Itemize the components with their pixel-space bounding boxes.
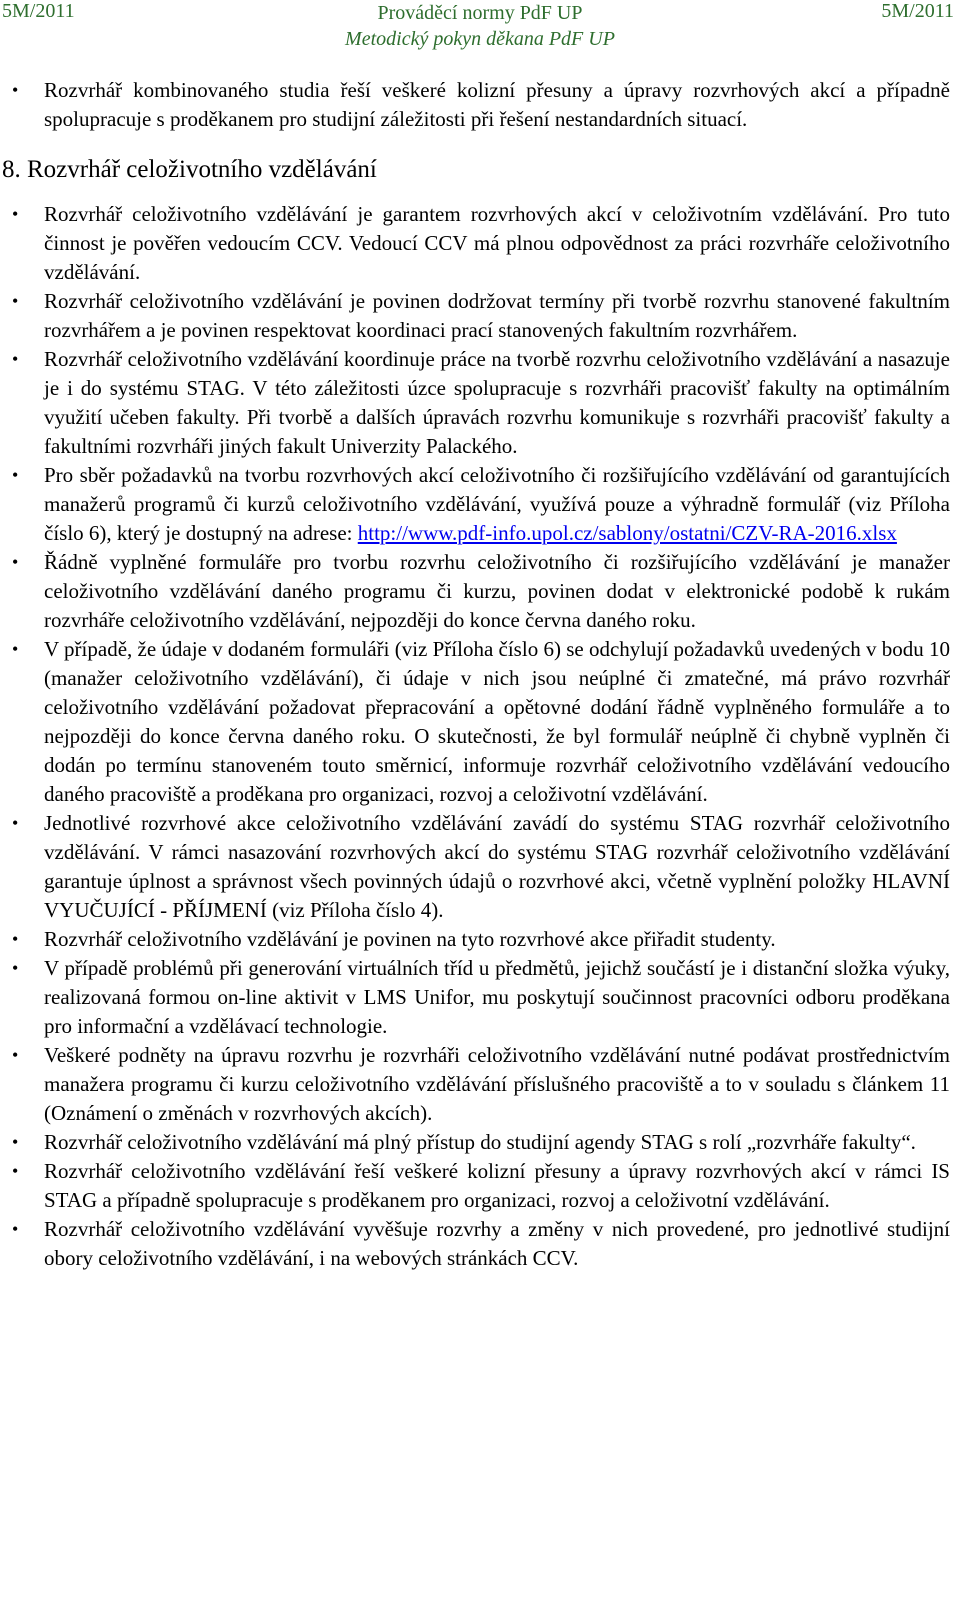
section-heading: 8. Rozvrhář celoživotního vzdělávání (2, 156, 377, 183)
list-item (0, 1215, 960, 1273)
bullet-icon: • (12, 80, 19, 100)
header-center (0, 0, 960, 52)
list-item (0, 461, 960, 548)
list-item (0, 548, 960, 635)
list-item (0, 200, 960, 287)
list-item-text: Rozvrhář celoživotního vzdělávání je povinen na tyto rozvrhové akce přiřadit studenty. (44, 927, 776, 951)
list-item-text: Pro sběr požadavků na tvorbu rozvrhových akcí celoživotního či rozšiřujícího vzdělávání od garantujících manažerů programů či kurzů celoživotního vzdělávání, využívá pouze a výhradně formulář (viz Příloha číslo 6), který je dostupný na adrese: (44, 463, 950, 545)
intro-bullet-list (0, 76, 960, 134)
header-subtitle: Metodický pokyn děkana PdF UP (345, 28, 615, 50)
form-download-link[interactable]: http://www.pdf-info.upol.cz/sablony/ostatni/CZV-RA-2016.xlsx (357, 521, 897, 545)
list-item (0, 635, 960, 809)
bullet-icon: • (12, 552, 19, 572)
list-item (0, 1157, 960, 1215)
list-item-text: Rozvrhář kombinovaného studia řeší veškeré kolizní přesuny a úpravy rozvrhových akcí a případně spolupracuje s proděkanem pro studijní záležitosti při řešení nestandardních situací. (44, 78, 950, 131)
list-item-text: Veškeré podněty na úpravu rozvrhu je rozvrháři celoživotního vzdělávání nutné podávat prostřednictvím manažera programu či kurzu celoživotního vzdělávání příslušného pracoviště a to v souladu s článkem 11 (Oznámení o změnách v rozvrhových akcích). (44, 1043, 950, 1125)
bullet-icon: • (12, 958, 19, 978)
list-item (0, 925, 960, 954)
bullet-icon: • (12, 639, 19, 659)
bullet-icon: • (12, 204, 19, 224)
page-content (0, 76, 960, 1273)
bullet-icon: • (12, 1045, 19, 1065)
bullet-icon: • (12, 813, 19, 833)
bullet-icon: • (12, 349, 19, 369)
list-item-text: Rozvrhář celoživotního vzdělávání je povinen dodržovat termíny při tvorbě rozvrhu stanovené fakultním rozvrhářem a je povinen respektovat koordinaci prací stanovených fakultním rozvrhářem. (44, 289, 950, 342)
list-item-text: Rozvrhář celoživotního vzdělávání je garantem rozvrhových akcí v celoživotním vzdělávání. Pro tuto činnost je pověřen vedoucím CCV. Vedoucí CCV má plnou odpovědnost za práci rozvrháře celoživotního vzdělávání. (44, 202, 950, 284)
list-item (0, 809, 960, 925)
bullet-icon: • (12, 465, 19, 485)
list-item-text: Řádně vyplněné formuláře pro tvorbu rozvrhu celoživotního či rozšiřujícího vzdělávání je manažer celoživotního vzdělávání daného programu či kurzu, povinen dodat v elektronické podobě k rukám rozvrháře celoživotního vzdělávání, nejpozději do konce června daného roku. (44, 550, 950, 632)
list-item (0, 76, 960, 134)
header-title: Prováděcí normy PdF UP (377, 2, 583, 24)
page-header (0, 0, 960, 58)
list-item (0, 1041, 960, 1128)
list-item (0, 1128, 960, 1157)
bullet-icon: • (12, 929, 19, 949)
list-item-text: Rozvrhář celoživotního vzdělávání řeší veškeré kolizní přesuny a úpravy rozvrhových akcí v rámci IS STAG a případně spolupracuje s proděkanem pro organizaci, rozvoj a celoživotní vzdělávání. (44, 1159, 950, 1212)
list-item (0, 287, 960, 345)
bullet-icon: • (12, 1161, 19, 1181)
list-item-text: Rozvrhář celoživotního vzdělávání má plný přístup do studijní agendy STAG s rolí „rozvrháře fakulty“. (44, 1130, 916, 1154)
list-item-text: V případě, že údaje v dodaném formuláři (viz Příloha číslo 6) se odchylují požadavků uvedených v bodu 10 (manažer celoživotního vzdělávání), či údaje v nich jsou neúplné či zmatečné, má právo rozvrhář celoživotního vzdělávání požadovat přepracování a opětovné dodání řádně vyplněného formuláře a to nejpozději do konce června daného roku. O skutečnosti, že byl formulář neúplně či chybně vyplněn či dodán po termínu stanoveném touto směrnicí, informuje rozvrhář celoživotního vzdělávání vedoucího daného pracoviště a proděkana pro organizaci, rozvoj a celoživotní vzdělávání. (44, 637, 950, 806)
header-code-left: 5M/2011 (2, 0, 75, 22)
list-item-text: V případě problémů při generování virtuálních tříd u předmětů, jejichž součástí je i distanční složka výuky, realizovaná formou on-line aktivit v LMS Unifor, mu poskytují součinnost pracovníci odboru proděkana pro informační a vzdělávací technologie. (44, 956, 950, 1038)
header-code-right: 5M/2011 (881, 0, 954, 22)
list-item (0, 954, 960, 1041)
bullet-icon: • (12, 1219, 19, 1239)
bullet-icon: • (12, 1132, 19, 1152)
section-bullet-list (0, 200, 960, 1273)
list-item-text: Rozvrhář celoživotního vzdělávání koordinuje práce na tvorbě rozvrhu celoživotního vzdělávání a nasazuje je i do systému STAG. V této záležitosti úzce spolupracuje s rozvrháři pracovišť fakulty na optimálním využití učeben fakulty. Při tvorbě a dalších úpravách rozvrhu komunikuje s rozvrháři pracovišť fakulty a fakultními rozvrháři jiných fakult Univerzity Palackého. (44, 347, 950, 458)
list-item-text: Jednotlivé rozvrhové akce celoživotního vzdělávání zavádí do systému STAG rozvrhář celoživotního vzdělávání. V rámci nasazování rozvrhových akcí do systému STAG rozvrhář celoživotního vzdělávání garantuje úplnost a správnost všech povinných údajů o rozvrhové akci, včetně vyplnění položky HLAVNÍ VYUČUJÍCÍ - PŘÍJMENÍ (viz Příloha číslo 4). (44, 811, 950, 922)
list-item-text: Rozvrhář celoživotního vzdělávání vyvěšuje rozvrhy a změny v nich provedené, pro jednotlivé studijní obory celoživotního vzdělávání, i na webových stránkách CCV. (44, 1217, 950, 1270)
list-item (0, 345, 960, 461)
bullet-icon: • (12, 291, 19, 311)
